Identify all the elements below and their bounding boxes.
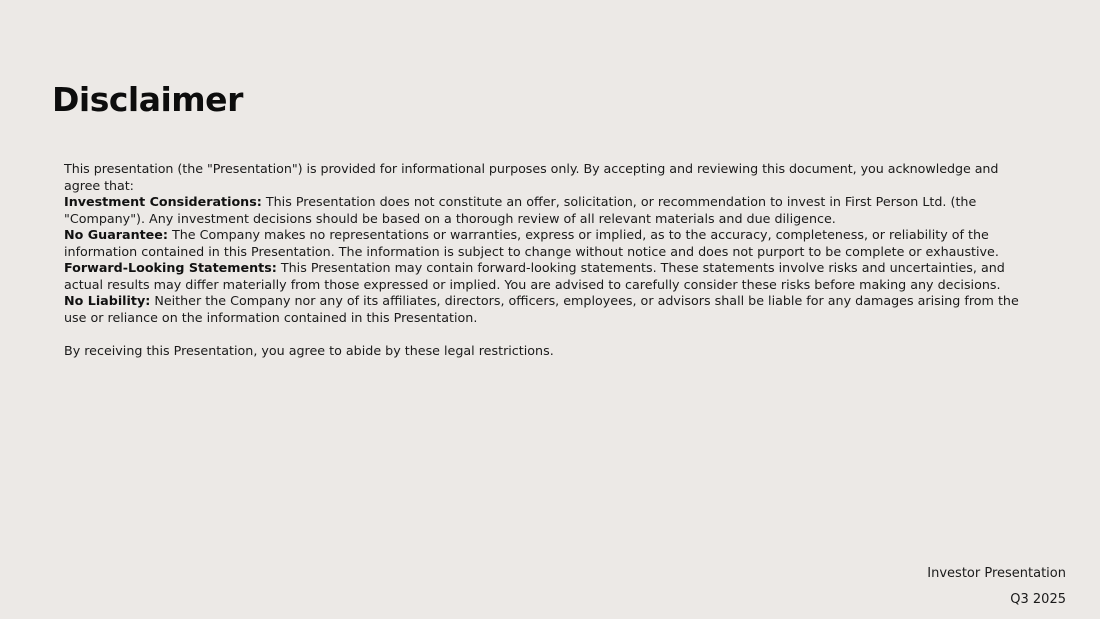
footer-period: Q3 2025 [1010,592,1066,607]
section-text: This Presentation may contain forward-looking statements. These statements involve risks and uncertainties, and actual results may differ materially from those expressed or implied. You are advised to carefully consider these risks before making any decisions. [64,260,1005,292]
section-heading: No Guarantee: [64,227,168,242]
disclaimer-body [64,161,1024,359]
section-heading: Forward-Looking Statements: [64,260,277,275]
section-investment-considerations [64,194,1024,227]
section-no-liability [64,293,1024,326]
section-text: Neither the Company nor any of its affiliates, directors, officers, employees, or advisors shall be liable for any damages arising from the use or reliance on the information contained in this Presentation. [64,293,1019,325]
section-text: This Presentation does not constitute an offer, solicitation, or recommendation to invest in First Person Ltd. (the "Company"). Any investment decisions should be based on a thorough review of all relevant materials and due diligence. [64,194,977,226]
section-heading: Investment Considerations: [64,194,262,209]
section-heading: No Liability: [64,293,151,308]
slide-title: Disclaimer [52,80,243,119]
disclaimer-intro: This presentation (the "Presentation") is provided for informational purposes only. By accepting and reviewing this document, you acknowledge and agree that: [64,161,999,193]
footer-presentation-title: Investor Presentation [927,566,1066,581]
section-text: The Company makes no representations or warranties, express or implied, as to the accuracy, completeness, or reliability of the information contained in this Presentation. The information is subject to change without notice and does not purport to be complete or exhaustive. [64,227,999,259]
disclaimer-closing: By receiving this Presentation, you agree to abide by these legal restrictions. [64,342,554,358]
section-forward-looking-statements [64,260,1024,293]
section-no-guarantee [64,227,1024,260]
